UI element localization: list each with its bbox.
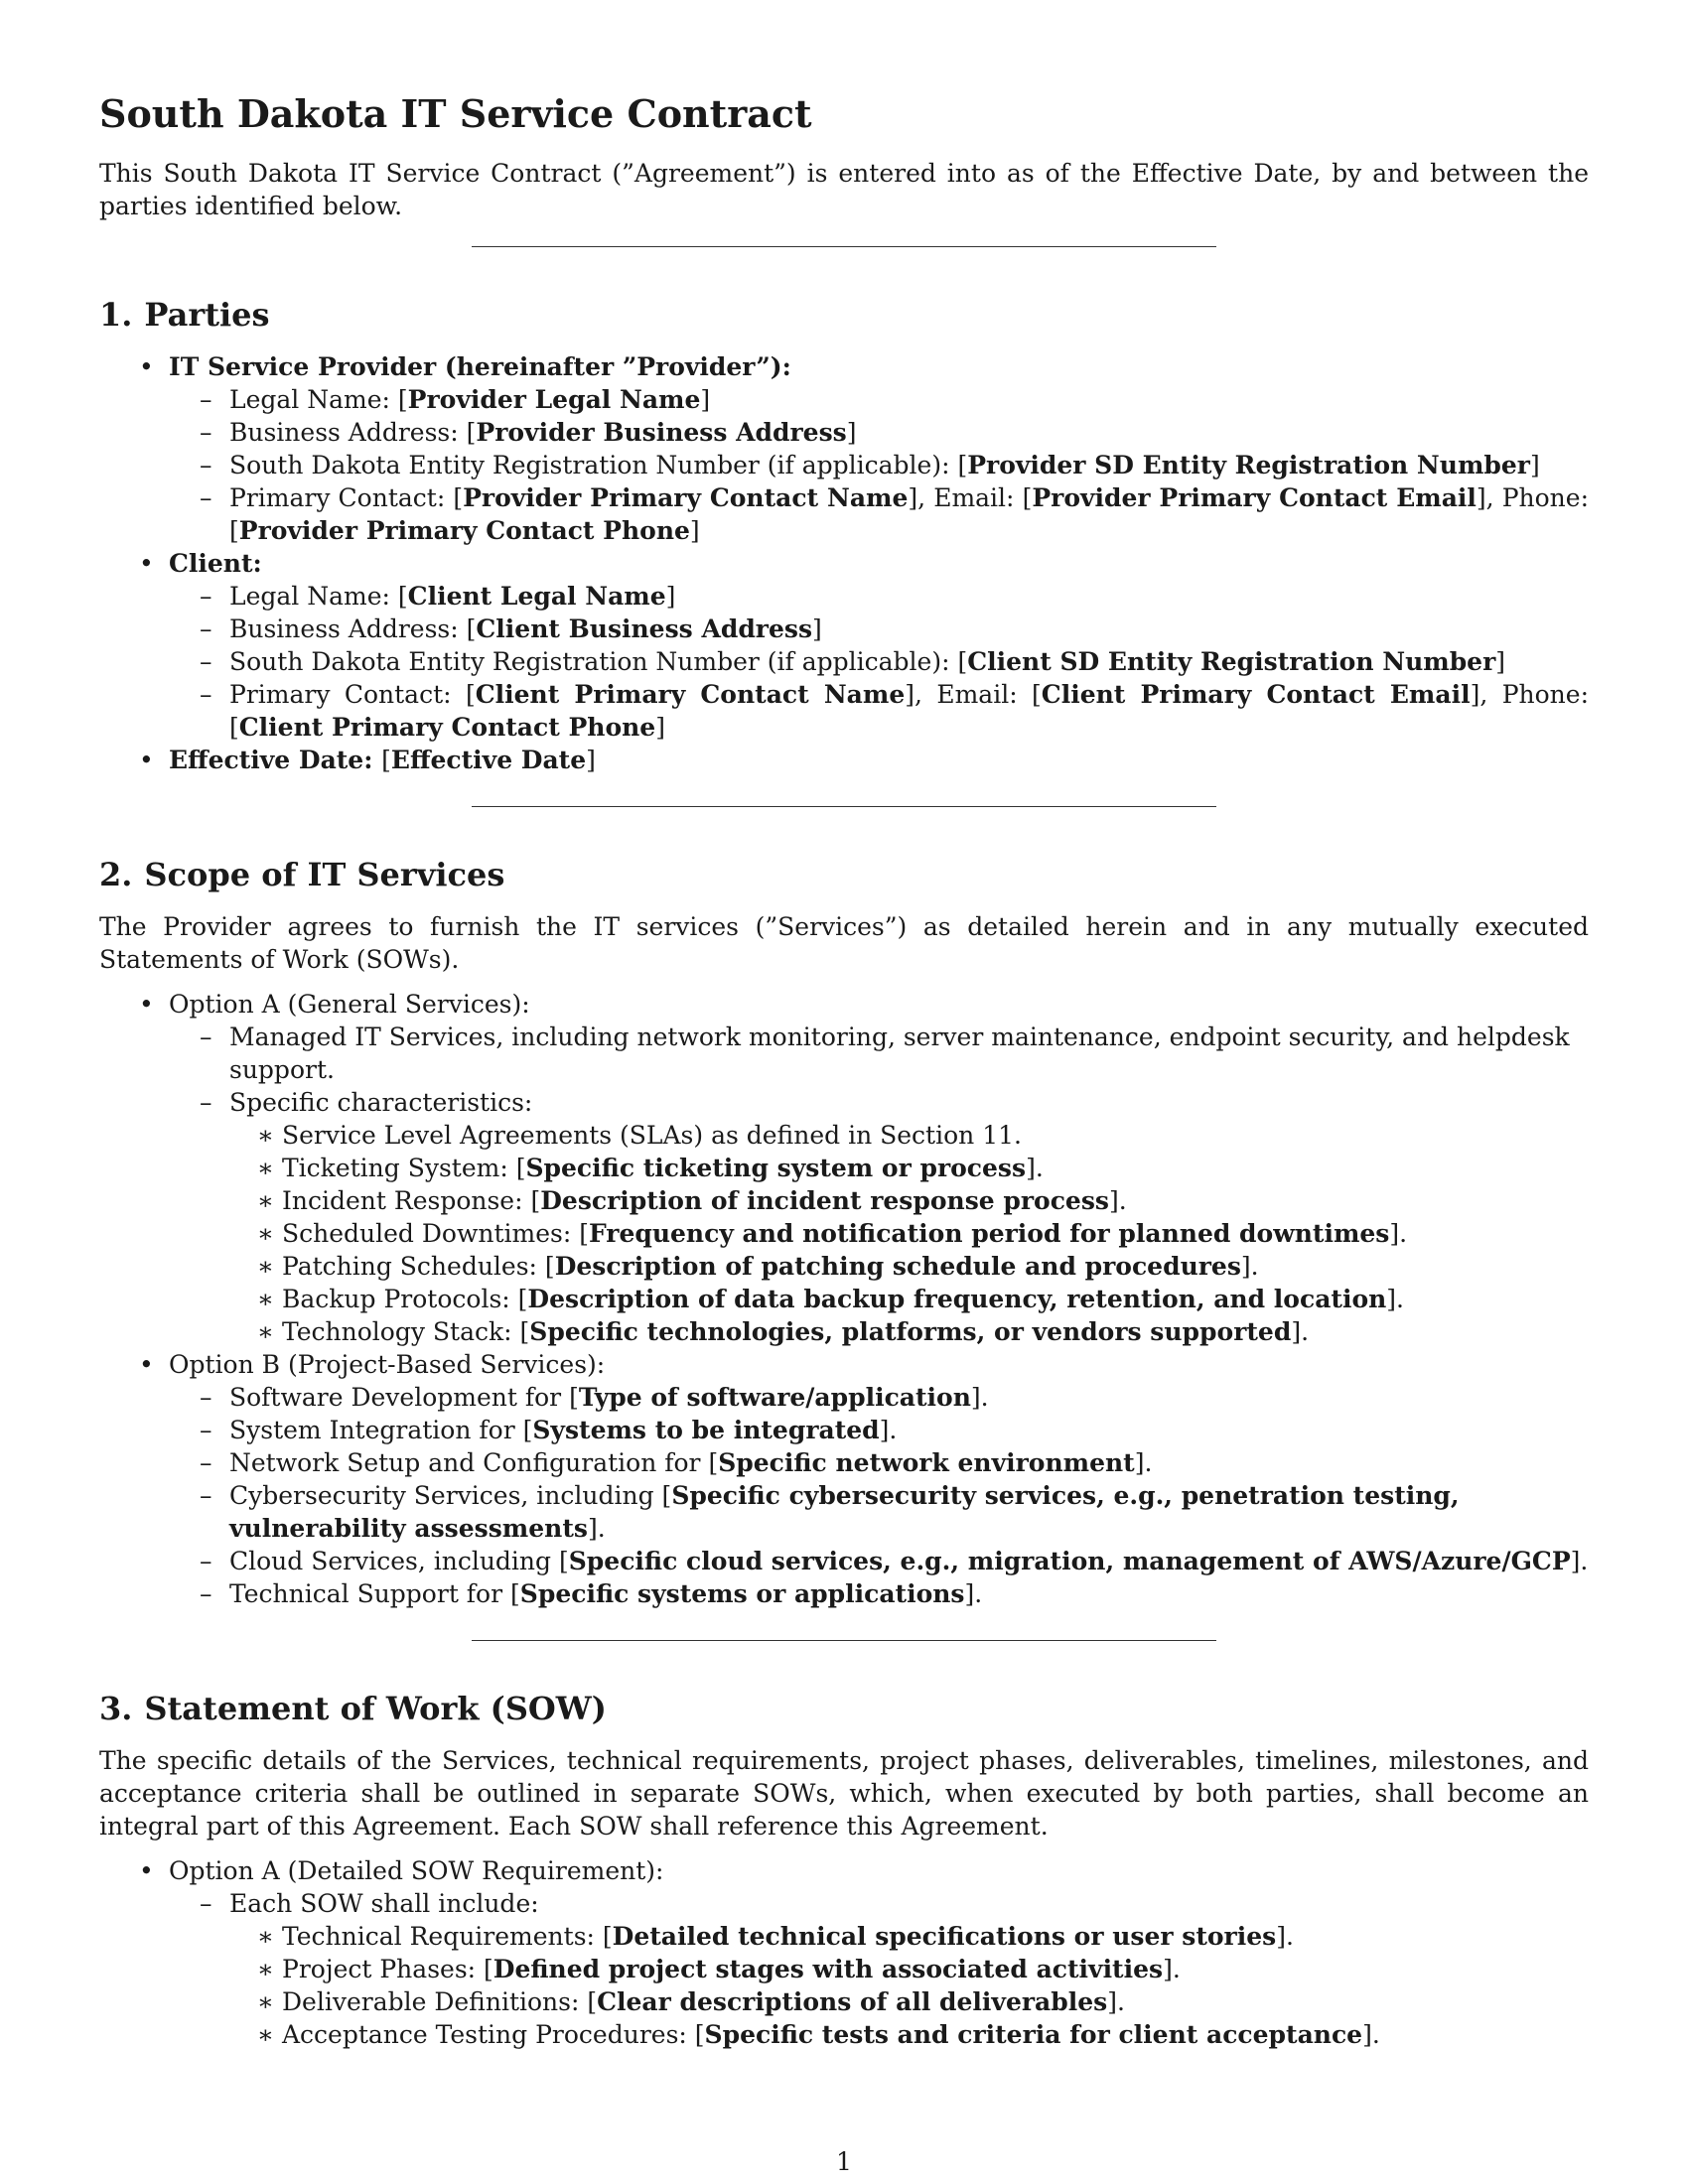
client-registration: – South Dakota Entity Registration Number (if applicable): [Client SD Entity Registration Number] bbox=[169, 645, 1589, 678]
provider-contact: – Primary Contact: [Provider Primary Contact Name], Email: [Provider Primary Contact Email], Phone: [Provider Primary Contact Phone] bbox=[169, 481, 1589, 547]
page-number: 1 bbox=[836, 2147, 852, 2176]
sow-options-list bbox=[99, 1854, 1589, 2051]
project-service-item: – Cybersecurity Services, including [Specific cybersecurity services, e.g., penetration testing, vulnerability assessments]. bbox=[169, 1479, 1589, 1545]
provider-address: – Business Address: [Provider Business Address] bbox=[169, 416, 1589, 449]
provider-legal-name: – Legal Name: [Provider Legal Name] bbox=[169, 383, 1589, 416]
option-a-general: • Option A (General Services): – Managed IT Services, including network monitoring, server maintenance, endpoint security, and helpdesk support. – Specific characteristics: ∗ Service Level Agreements (SLAs) as defined in Section 11. ∗ Ticketing System: [Specific ticketing system or process]. ∗ Incident Response: [Description of incident response process]. ∗ Scheduled Downtimes: [Frequency and notification period for planned downtimes]. ∗ Patching Schedules: [Description of patching schedule and procedures]. ∗ Backup Protocols: [Description of data backup frequency, retention, and location]. ∗ Technology Stack: [Specific technologies, platforms, or vendors supported]. bbox=[99, 988, 1589, 1348]
project-service-item: – Technical Support for [Specific systems or applications]. bbox=[169, 1577, 1589, 1610]
client-contact: – Primary Contact: [Client Primary Contact Name], Email: [Client Primary Contact Email], Phone: [Client Primary Contact Phone] bbox=[169, 678, 1589, 744]
horizontal-rule bbox=[472, 806, 1216, 807]
horizontal-rule bbox=[472, 246, 1216, 247]
characteristic-item: ∗ Technology Stack: [Specific technologies, platforms, or vendors supported]. bbox=[229, 1315, 1589, 1348]
characteristic-item: ∗ Patching Schedules: [Description of patching schedule and procedures]. bbox=[229, 1250, 1589, 1283]
client-legal-name: – Legal Name: [Client Legal Name] bbox=[169, 580, 1589, 613]
sow-include-item: – Each SOW shall include: ∗ Technical Requirements: [Detailed technical specifications or user stories]. ∗ Project Phases: [Defined project stages with associated activities]. ∗ Deliverable Definitions: [Clear descriptions of all deliverables]. ∗ Acceptance Testing Procedures: [Specific tests and criteria for client acceptance]. bbox=[169, 1887, 1589, 2051]
provider-registration: – South Dakota Entity Registration Number (if applicable): [Provider SD Entity Registration Number] bbox=[169, 449, 1589, 481]
characteristics-item: – Specific characteristics: ∗ Service Level Agreements (SLAs) as defined in Section 11. ∗ Ticketing System: [Specific ticketing system or process]. ∗ Incident Response: [Description of incident response process]. ∗ Scheduled Downtimes: [Frequency and notification period for planned downtimes]. ∗ Patching Schedules: [Description of patching schedule and procedures]. ∗ Backup Protocols: [Description of data backup frequency, retention, and location]. ∗ Technology Stack: [Specific technologies, platforms, or vendors supported]. bbox=[169, 1086, 1589, 1348]
document-title: South Dakota IT Service Contract bbox=[99, 91, 812, 136]
services-options-list bbox=[99, 988, 1589, 1610]
horizontal-rule bbox=[472, 1640, 1216, 1641]
client-heading: Client: bbox=[169, 549, 262, 578]
client-address: – Business Address: [Client Business Address] bbox=[169, 613, 1589, 645]
project-service-item: – Software Development for [Type of software/application]. bbox=[169, 1381, 1589, 1414]
characteristic-item: ∗ Backup Protocols: [Description of data backup frequency, retention, and location]. bbox=[229, 1283, 1589, 1315]
sow-requirement-item: ∗ Acceptance Testing Procedures: [Specific tests and criteria for client acceptance]. bbox=[229, 2018, 1589, 2051]
section-3-intro: The specific details of the Services, technical requirements, project phases, deliverables, timelines, milestones, and acceptance criteria shall be outlined in separate SOWs, which, when executed by both parties, shall become an integral part of this Agreement. Each SOW shall reference this Agreement. bbox=[99, 1746, 1589, 1841]
characteristic-item: ∗ Incident Response: [Description of incident response process]. bbox=[229, 1184, 1589, 1217]
intro-paragraph: This South Dakota IT Service Contract (”Agreement”) is entered into as of the Effective Date, by and between the parties identified below. bbox=[99, 159, 1589, 220]
characteristic-item: ∗ Service Level Agreements (SLAs) as defined in Section 11. bbox=[229, 1119, 1589, 1152]
sow-requirement-item: ∗ Project Phases: [Defined project stages with associated activities]. bbox=[229, 1953, 1589, 1985]
section-3-heading: 3. Statement of Work (SOW) bbox=[99, 1690, 607, 1727]
section-2-intro: The Provider agrees to furnish the IT services (”Services”) as detailed herein and in any mutually executed Statements of Work (SOWs). bbox=[99, 912, 1589, 974]
client-item bbox=[99, 547, 1589, 744]
project-service-item: – Network Setup and Configuration for [Specific network environment]. bbox=[169, 1446, 1589, 1479]
characteristic-item: ∗ Ticketing System: [Specific ticketing system or process]. bbox=[229, 1152, 1589, 1184]
project-services-list bbox=[169, 1381, 1589, 1610]
managed-services-item: – Managed IT Services, including network monitoring, server maintenance, endpoint security, and helpdesk support. bbox=[169, 1021, 1589, 1086]
provider-heading: IT Service Provider (hereinafter ”Provider”): bbox=[169, 352, 791, 381]
sow-requirement-item: ∗ Technical Requirements: [Detailed technical specifications or user stories]. bbox=[229, 1920, 1589, 1953]
option-a-detailed-sow: • Option A (Detailed SOW Requirement): – Each SOW shall include: ∗ Technical Requirements: [Detailed technical specifications or user stories]. ∗ Project Phases: [Defined project stages with associated activities]. ∗ Deliverable Definitions: [Clear descriptions of all deliverables]. ∗ Acceptance Testing Procedures: [Specific tests and criteria for client acceptance]. bbox=[99, 1854, 1589, 2051]
document-page bbox=[99, 91, 1589, 2051]
characteristics-list bbox=[229, 1119, 1589, 1348]
effective-date-item: • Effective Date: [Effective Date] bbox=[99, 744, 1589, 776]
project-service-item: – System Integration for [Systems to be integrated]. bbox=[169, 1414, 1589, 1446]
project-service-item: – Cloud Services, including [Specific cloud services, e.g., migration, management of AWS/Azure/GCP]. bbox=[169, 1545, 1589, 1577]
section-1-heading: 1. Parties bbox=[99, 296, 270, 334]
section-2-heading: 2. Scope of IT Services bbox=[99, 856, 505, 893]
option-b-project: • Option B (Project-Based Services): – Software Development for [Type of software/application]. – System Integration for [Systems to be integrated]. – Network Setup and Configuration for [Specific network environment]. – Cybersecurity Services, including [Specific cybersecurity services, e.g., penetration testing, vulnerability assessments]. – Cloud Services, including [Specific cloud services, e.g., migration, management of AWS/Azure/GCP]. – Technical Support for [Specific systems or applications]. bbox=[99, 1348, 1589, 1610]
sow-requirement-item: ∗ Deliverable Definitions: [Clear descriptions of all deliverables]. bbox=[229, 1985, 1589, 2018]
parties-list bbox=[99, 350, 1589, 776]
provider-item bbox=[99, 350, 1589, 547]
characteristic-item: ∗ Scheduled Downtimes: [Frequency and notification period for planned downtimes]. bbox=[229, 1217, 1589, 1250]
sow-requirements-list bbox=[229, 1920, 1589, 2051]
